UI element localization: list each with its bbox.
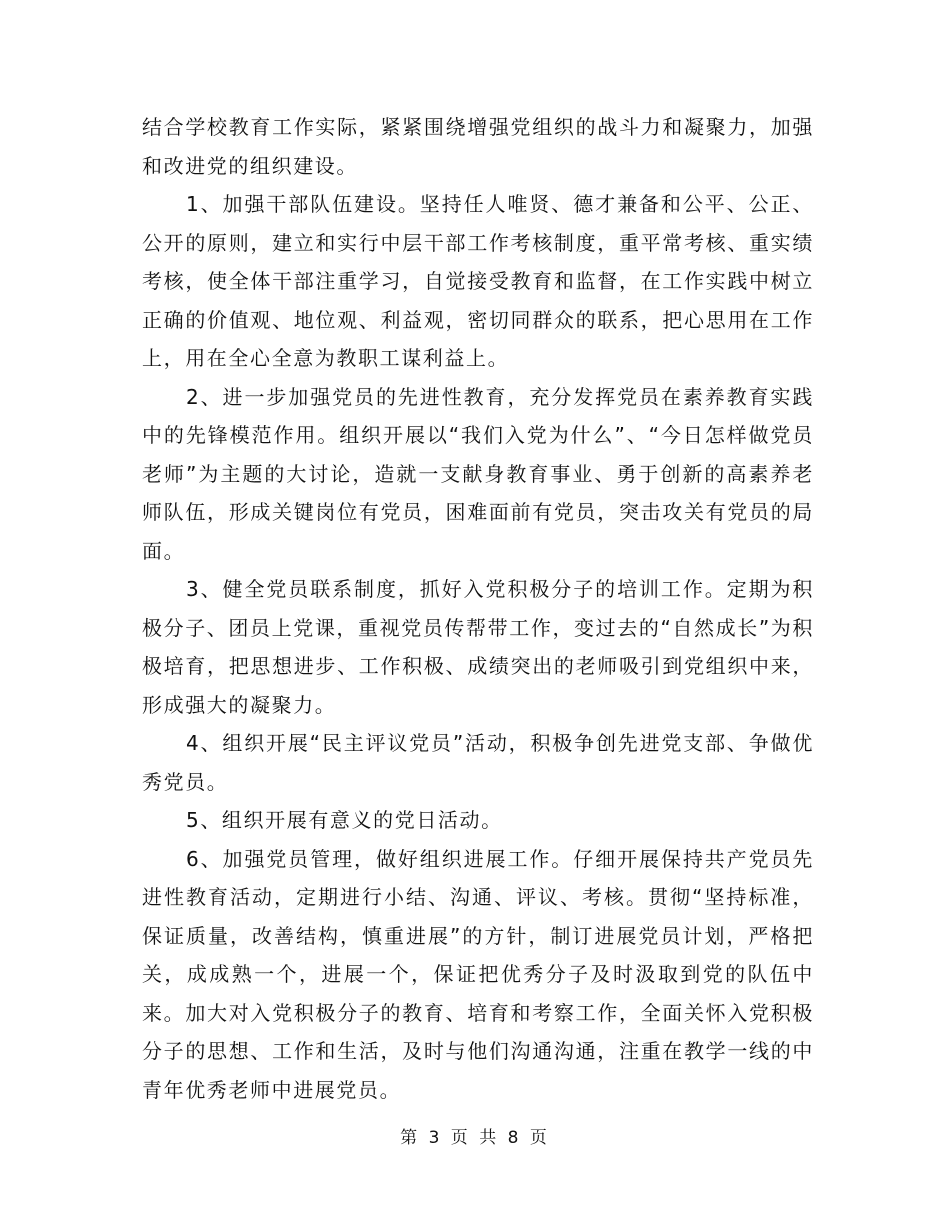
paragraph-intro: 结合学校教育工作实际，紧紧围绕增强党组织的战斗力和凝聚力，加强和改进党的组织建设。 [142,115,814,178]
paragraph-item-2: 2、进一步加强党员的先进性教育，充分发挥党员在素养教育实践中的先锋模范作用。组织开展以“我们入党为什么”、“今日怎样做党员老师”为主题的大讨论，造就一支献身教育事业、勇于创新的高素养老师队伍，形成关键岗位有党员，困难面前有党员，突击攻关有党员的局面。 [142,384,814,563]
paragraph-item-5: 5、组织开展有意义的党日活动。 [186,808,503,832]
paragraph-item-1: 1、加强干部队伍建设。坚持任人唯贤、德才兼备和公平、公正、公开的原则，建立和实行中层干部工作考核制度，重平常考核、重实绩考核，使全体干部注重学习，自觉接受教育和监督，在工作实践中树立正确的价值观、地位观、利益观，密切同群众的联系，把心思用在工作上，用在全心全意为教职工谋利益上。 [142,192,814,370]
paragraph-item-6: 6、加强党员管理，做好组织进展工作。仔细开展保持共产党员先进性教育活动，定期进行小结、沟通、评议、考核。贯彻“坚持标准，保证质量，改善结构，慎重进展”的方针，制订进展党员计划，严格把关，成成熟一个，进展一个，保证把优秀分子及时汲取到党的队伍中来。加大对入党积极分子的教育、培育和考察工作，全面关怀入党积极分子的思想、工作和生活，及时与他们沟通沟通，注重在教学一线的中青年优秀老师中进展党员。 [142,846,814,1102]
page-number-footer: 第 3 页 共 8 页 [400,1128,550,1148]
document-body [142,108,814,1109]
paragraph-item-4: 4、组织开展“民主评议党员”活动，积极争创先进党支部、争做优秀党员。 [142,731,814,794]
paragraph-item-3: 3、健全党员联系制度，抓好入党积极分子的培训工作。定期为积极分子、团员上党课，重视党员传帮带工作，变过去的“自然成长”为积极培育，把思想进步、工作积极、成绩突出的老师吸引到党组织中来，形成强大的凝聚力。 [142,577,814,717]
